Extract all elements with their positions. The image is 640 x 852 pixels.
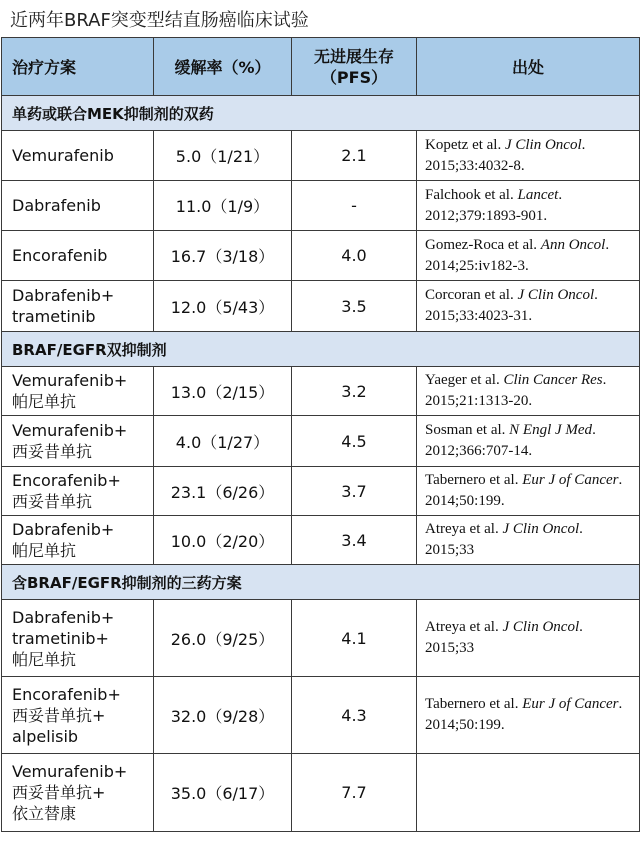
source-cell [417, 677, 640, 754]
source-suffix: . [594, 287, 598, 303]
source-author: Tabernero et al. [425, 696, 523, 712]
table-row [2, 467, 640, 516]
section-row-dual-inhibitor [2, 332, 640, 367]
source-citation: 2012;379:1893-901. [425, 207, 548, 224]
source-suffix: . [579, 619, 583, 635]
table-row [2, 181, 640, 231]
source-cell-empty [417, 754, 640, 832]
source-cell [417, 231, 640, 281]
source-suffix: . 2014;50:199. [425, 696, 623, 733]
table-row [2, 231, 640, 281]
treatment-line: Dabrafenib+ [12, 520, 115, 539]
header-pfs-line1: 无进展生存 [313, 47, 394, 66]
source-suffix: . 2014;25:iv182-3. [425, 236, 610, 274]
source-author: Gomez-Roca et al. [425, 236, 541, 253]
treatment-line: 西妥昔单抗+ [12, 705, 106, 725]
table-row [2, 416, 640, 467]
table-row [2, 131, 640, 181]
section-row-monotherapy [2, 96, 640, 131]
source-journal: Eur J of Cancer [522, 696, 619, 712]
treatment-line: alpelisib [12, 726, 79, 746]
source-cell [417, 516, 640, 565]
treatment-line: Vemurafenib+ [12, 762, 128, 781]
source-author: Falchook et al. [425, 186, 518, 203]
treatment-line: Vemurafenib+ [12, 371, 128, 390]
header-pfs-line2: （PFS） [320, 68, 388, 87]
response-rate-cell: 16.7（3/18） [154, 231, 292, 281]
response-rate-cell: 4.0（1/27） [154, 416, 292, 467]
pfs-cell: 3.2 [292, 367, 417, 416]
treatment-cell [2, 231, 154, 281]
table-row [2, 367, 640, 416]
header-row [2, 38, 640, 96]
treatment-line: Dabrafenib+ [12, 286, 115, 305]
response-rate-cell: 26.0（9/25） [154, 600, 292, 677]
treatment-line: Encorafenib+ [12, 684, 121, 704]
source-suffix: . [602, 372, 607, 388]
source-suffix: . 2014;50:199. [425, 472, 623, 509]
treatment-line: Vemurafenib [12, 146, 114, 165]
source-cell [417, 467, 640, 516]
header-treatment: 治疗方案 [2, 38, 154, 96]
treatment-line: Dabrafenib+ [12, 607, 115, 627]
source-citation: 2012;366:707-14. [425, 443, 533, 459]
treatment-cell [2, 131, 154, 181]
source-journal: Lancet [517, 186, 559, 203]
treatment-cell [2, 467, 154, 516]
pfs-cell: 4.5 [292, 416, 417, 467]
table-row [2, 600, 640, 677]
source-suffix: . [581, 136, 586, 153]
pfs-cell: - [292, 181, 417, 231]
treatment-cell [2, 181, 154, 231]
treatment-cell [2, 367, 154, 416]
response-rate-cell: 12.0（5/43） [154, 281, 292, 332]
response-rate-cell: 11.0（1/9） [154, 181, 292, 231]
source-cell [417, 131, 640, 181]
table-row [2, 677, 640, 754]
source-cell [417, 181, 640, 231]
source-cell [417, 367, 640, 416]
section-label: 含BRAF/EGFR抑制剂的三药方案 [2, 565, 640, 600]
source-journal: Ann Oncol [540, 236, 606, 253]
treatment-cell [2, 677, 154, 754]
treatment-line: Encorafenib+ [12, 471, 121, 490]
treatment-line: 帕尼单抗 [12, 392, 77, 411]
source-suffix: . [579, 521, 583, 537]
source-author: Tabernero et al. [425, 472, 523, 488]
source-suffix: . [558, 186, 563, 203]
section-row-triple-regimen [2, 565, 640, 600]
treatment-cell [2, 516, 154, 565]
page-title: 近两年BRAF突变型结直肠癌临床试验 [0, 0, 640, 37]
table-row [2, 754, 640, 832]
header-source: 出处 [417, 38, 640, 96]
response-rate-cell: 5.0（1/21） [154, 131, 292, 181]
treatment-line: 帕尼单抗 [12, 541, 77, 560]
treatment-line: trametinib+ [12, 628, 109, 648]
response-rate-cell: 35.0（6/17） [154, 754, 292, 832]
trials-table [1, 37, 640, 832]
pfs-cell: 4.1 [292, 600, 417, 677]
source-journal: J Clin Oncol [517, 287, 595, 303]
source-author: Atreya et al. [425, 521, 503, 537]
source-author: Kopetz et al. [425, 136, 505, 153]
pfs-cell: 7.7 [292, 754, 417, 832]
table-row [2, 281, 640, 332]
source-cell [417, 281, 640, 332]
source-author: Atreya et al. [425, 619, 503, 635]
pfs-cell: 3.7 [292, 467, 417, 516]
header-pfs [292, 38, 417, 96]
treatment-cell [2, 600, 154, 677]
treatment-line: Dabrafenib [12, 196, 101, 215]
source-cell [417, 600, 640, 677]
response-rate-cell: 23.1（6/26） [154, 467, 292, 516]
source-journal: J Clin Oncol [504, 136, 582, 153]
treatment-line: 帕尼单抗 [12, 649, 77, 669]
source-journal: N Engl J Med [509, 422, 593, 438]
pfs-cell: 4.3 [292, 677, 417, 754]
section-label: 单药或联合MEK抑制剂的双药 [2, 96, 640, 131]
source-citation: 2015;33 [425, 640, 475, 656]
source-citation: 2015;21:1313-20. [425, 393, 533, 409]
pfs-cell: 3.4 [292, 516, 417, 565]
treatment-line: 西妥昔单抗 [12, 492, 93, 511]
pfs-cell: 3.5 [292, 281, 417, 332]
source-journal: Eur J of Cancer [522, 472, 619, 488]
header-response-rate: 缓解率（%） [154, 38, 292, 96]
treatment-line: Encorafenib [12, 246, 108, 265]
response-rate-cell: 13.0（2/15） [154, 367, 292, 416]
source-citation: 2015;33:4023-31. [425, 308, 533, 324]
source-author: Sosman et al. [425, 422, 510, 438]
source-journal: J Clin Oncol [502, 521, 580, 537]
source-journal: J Clin Oncol [502, 619, 580, 635]
pfs-cell: 4.0 [292, 231, 417, 281]
pfs-cell: 2.1 [292, 131, 417, 181]
treatment-line: trametinib [12, 307, 96, 326]
source-citation: 2015;33 [425, 542, 475, 558]
treatment-line: 西妥昔单抗+ [12, 783, 106, 802]
response-rate-cell: 32.0（9/28） [154, 677, 292, 754]
treatment-cell [2, 281, 154, 332]
treatment-line: 依立替康 [12, 804, 77, 823]
response-rate-cell: 10.0（2/20） [154, 516, 292, 565]
treatment-cell [2, 416, 154, 467]
table-row [2, 516, 640, 565]
section-label: BRAF/EGFR双抑制剂 [2, 332, 640, 367]
source-journal: Clin Cancer Res [503, 372, 603, 388]
source-suffix: . [592, 422, 596, 438]
source-author: Yaeger et al. [425, 372, 504, 388]
source-cell [417, 416, 640, 467]
treatment-line: Vemurafenib+ [12, 421, 128, 440]
source-author: Corcoran et al. [425, 287, 518, 303]
treatment-cell [2, 754, 154, 832]
treatment-line: 西妥昔单抗 [12, 442, 93, 461]
source-citation: 2015;33:4032-8. [425, 157, 525, 174]
